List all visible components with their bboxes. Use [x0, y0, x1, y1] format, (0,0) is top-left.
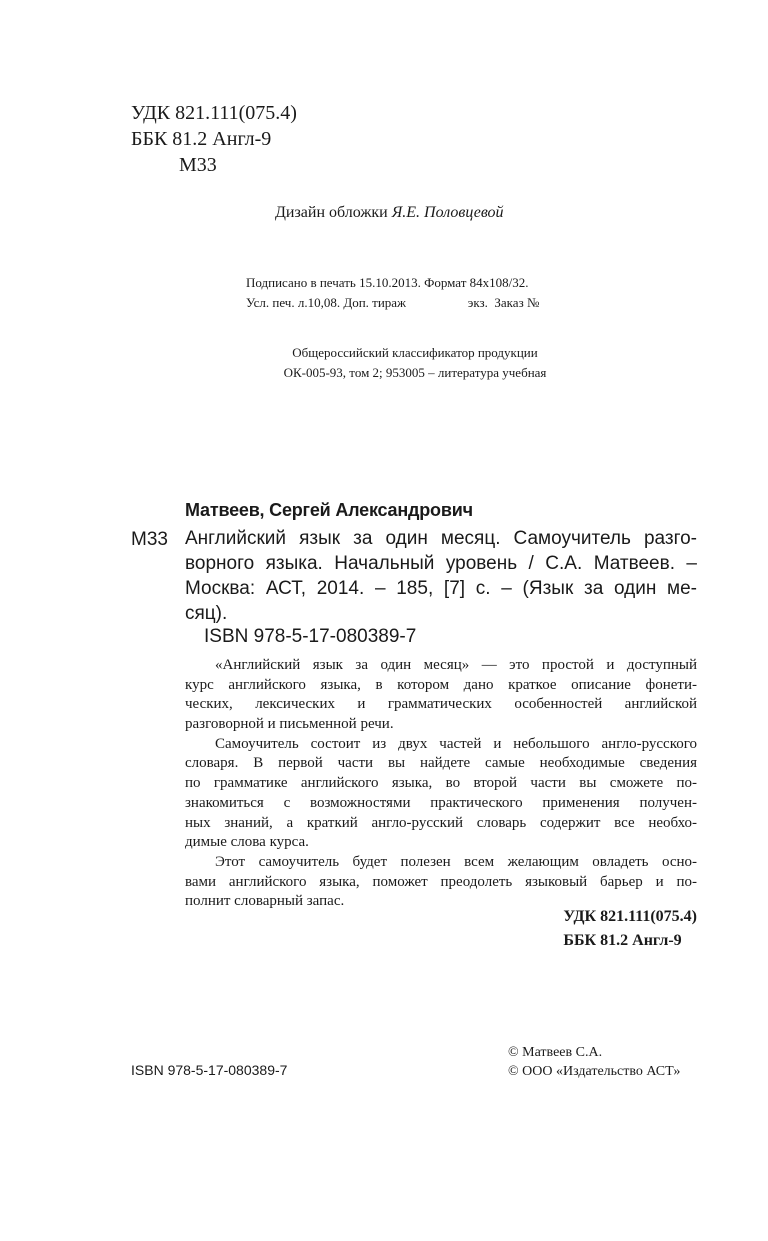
- annotation-line: по грамматике английского языка, во второй части вы сможете по-: [185, 775, 697, 792]
- annotation: [185, 656, 697, 912]
- annotation-line: Этот самоучитель будет полезен всем желающим овладеть осно-: [215, 853, 697, 870]
- cover-designer: Я.Е. Половцевой: [391, 204, 504, 221]
- print-info: [246, 273, 539, 313]
- bibliographic-description: [185, 526, 697, 626]
- annotation-line: «Английский язык за один месяц» — это простой и доступный: [215, 657, 697, 673]
- copyright-author: © Матвеев С.А.: [508, 1045, 603, 1060]
- annotation-line: ных знаний, а краткий англо-русский словарь содержит все необхо-: [185, 814, 697, 831]
- annotation-line: вами английского языка, поможет преодолеть языковый барьер и по-: [185, 873, 697, 890]
- author-heading: Матвеев, Сергей Александрович: [185, 500, 473, 520]
- classifier-line: ОК-005-93, том 2; 953005 – литература учебная: [283, 365, 547, 380]
- classifier-line: Общероссийский классификатор продукции: [292, 345, 538, 360]
- biblio-line: сяц).: [185, 603, 228, 624]
- annotation-line: димые слова курса.: [185, 834, 309, 851]
- bottom-bbk: ББК 81.2 Англ-9: [563, 932, 682, 949]
- author-mark: М33: [179, 154, 217, 176]
- annotation-line: Самоучитель состоит из двух частей и небольшого англо-русского: [215, 735, 697, 752]
- annotation-line: полнит словарный запас.: [185, 893, 345, 910]
- biblio-line: Москва: АСТ, 2014. – 185, [7] с. – (Язык за один ме-: [185, 578, 697, 599]
- biblio-line: Английский язык за один месяц. Самоучитель разго-: [185, 528, 697, 549]
- udc-code: УДК 821.111(075.4): [131, 102, 297, 124]
- product-classifier: [0, 343, 768, 383]
- isbn-catalog: ISBN 978-5-17-080389-7: [204, 626, 417, 647]
- copyright-publisher: © ООО «Издательство АСТ»: [508, 1064, 681, 1079]
- annotation-line: курс английского языка, в котором дано краткое описание фонети-: [185, 676, 697, 693]
- print-info-line: Подписано в печать 15.10.2013. Формат 84x108/32.: [246, 275, 529, 290]
- udc-block: [131, 100, 297, 178]
- annotation-line: ческих, лексических и грамматических особенностей английской: [185, 696, 697, 713]
- copyright-block: [508, 1043, 680, 1081]
- bottom-udc: УДК 821.111(075.4): [563, 908, 697, 925]
- cover-design-credit: [275, 204, 504, 222]
- biblio-line: ворного языка. Начальный уровень / С.А. Матвеев. –: [185, 553, 697, 574]
- annotation-line: разговорной и письменной речи.: [185, 716, 394, 733]
- annotation-line: словаря. В первой части вы найдете самые необходимые сведения: [185, 755, 697, 772]
- annotation-line: знакомиться с возможностями практического применения получен-: [185, 794, 697, 811]
- bbk-code: ББК 81.2 Англ-9: [131, 128, 272, 150]
- isbn-bottom: ISBN 978-5-17-080389-7: [131, 1062, 288, 1078]
- bottom-codes: [563, 905, 697, 953]
- print-info-line: Усл. печ. л.10,08. Доп. тираж экз. Заказ №: [246, 295, 540, 310]
- catalog-mark: М33: [131, 529, 168, 550]
- cover-design-prefix: Дизайн обложки: [275, 204, 392, 221]
